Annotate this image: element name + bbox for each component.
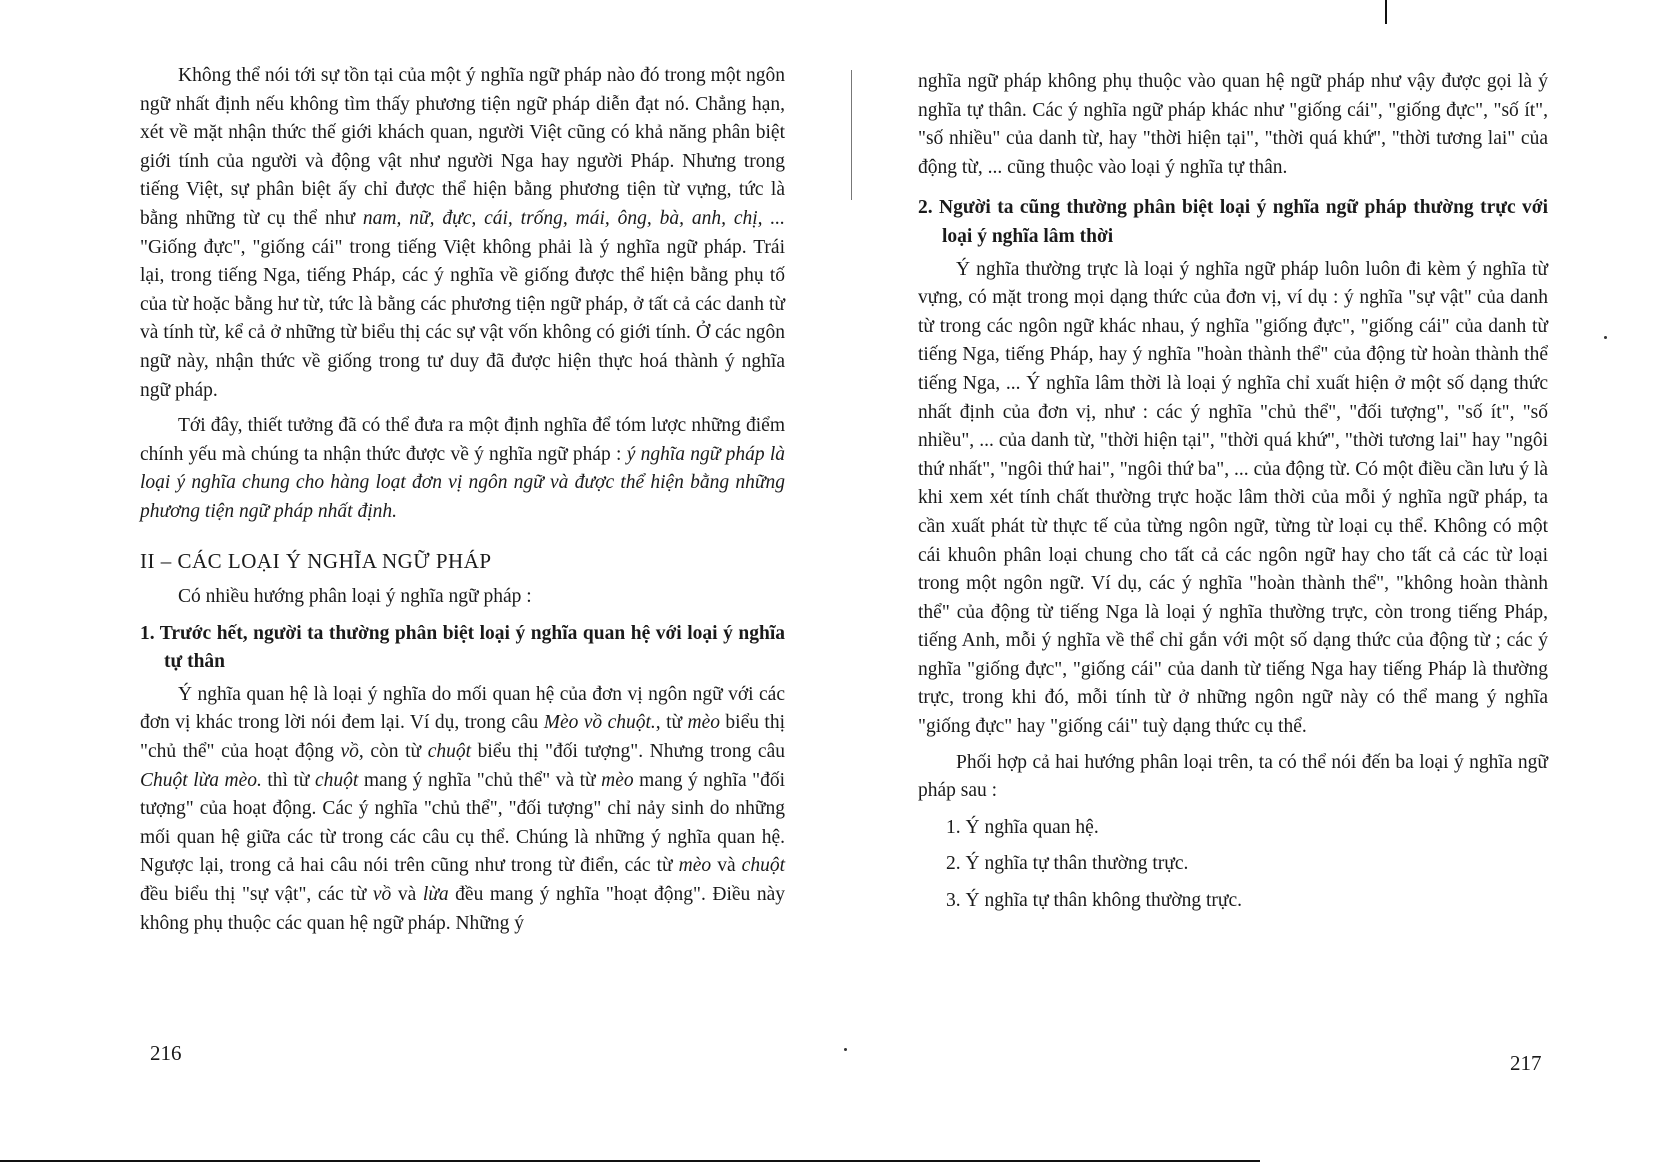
text-run: , từ — [655, 712, 688, 734]
definition-text: ý nghĩa ngữ pháp là loại ý nghĩa chung cho hàng loạt đơn vị ngôn ngữ và được thể hiện bằng những phương tiện ngữ pháp nhất định. — [140, 443, 785, 522]
example-word: chuột — [427, 741, 472, 763]
text-run: và — [711, 855, 742, 877]
example-word: mèo — [678, 855, 712, 877]
example-sentence: Chuột lừa mèo. — [140, 769, 262, 791]
example-word: mèo — [601, 769, 634, 791]
gutter-shadow — [851, 70, 852, 200]
top-edge-mark — [1385, 0, 1387, 24]
example-word: lừa — [422, 884, 449, 906]
example-word: chuột — [315, 769, 359, 791]
paragraph — [140, 681, 785, 938]
definition-lead: Tới đây, thiết tưởng đã có thể đưa ra một định nghĩa để tóm lược những điểm chính yếu mà chúng ta nhận thức được về ý nghĩa ngữ pháp : — [140, 415, 785, 465]
text-run: biểu thị "chủ thể" của hoạt động — [140, 712, 785, 763]
scan-speck — [844, 1048, 847, 1051]
subsection-heading: 2. Người ta cũng thường phân biệt loại ý nghĩa ngữ pháp thường trực với loại ý nghĩa lâm thời — [918, 197, 1548, 247]
text-run: thì từ — [261, 769, 315, 791]
text-run: đều mang ý nghĩa "hoạt động". Điều này không phụ thuộc các quan hệ ngữ pháp. Những ý — [140, 884, 786, 934]
subsection-heading: 1. Trước hết, người ta thường phân biệt loại ý nghĩa quan hệ với loại ý nghĩa tự thân — [140, 622, 785, 673]
list-item: 3. Ý nghĩa tự thân không thường trực. — [946, 890, 1243, 912]
list-item: 1. Ý nghĩa quan hệ. — [946, 816, 1099, 838]
text-run: biểu thị "đối tượng". Nhưng trong câu — [471, 741, 785, 763]
paragraph: Phối hợp cả hai hướng phân loại trên, ta có thể nói đến ba loại ý nghĩa ngữ pháp sau : — [918, 751, 1548, 802]
paragraph — [140, 62, 785, 405]
text-run: mang ý nghĩa "đối tượng" của hoạt động. Các ý nghĩa "chủ thể", "đối tượng" chỉ nảy sinh do những mối quan hệ giữa các từ trong các câu cụ thể. Chúng là những ý nghĩa quan hệ. Ngược lại, trong cả hai câu nói trên cũng như trong từ điển, các từ — [140, 769, 785, 877]
example-sentence: Mèo vồ chuột. — [543, 712, 656, 734]
page-number-left: 216 — [150, 1041, 182, 1065]
example-word: vồ — [372, 884, 392, 906]
paragraph: Ý nghĩa thường trực là loại ý nghĩa ngữ pháp luôn luôn đi kèm ý nghĩa từ vựng, có mặt trong mọi dạng thức của đơn vị, ví dụ : ý nghĩa "sự vật" của danh từ trong các ngôn ngữ khác nhau, ý nghĩa "giống đực", "giống cái" của danh từ tiếng Nga, tiếng Pháp, hay ý nghĩa "hoàn thành thể" của động từ hoàn thành thể tiếng Nga, ... Ý nghĩa lâm thời là loại ý nghĩa chỉ xuất hiện ở một số dạng thức nhất định của đơn vị, như : các ý nghĩa "chủ thể", "đối tượng", "số ít", "số nhiều", ... của danh từ, "thời hiện tại", "thời quá khứ", "thời tương lai" hay "ngôi thứ nhất", "ngôi thứ hai", "ngôi thứ ba", ... của động từ. Có một điều cần lưu ý là khi xem xét tính chất thường trực hoặc lâm thời của mỗi ý nghĩa ngữ pháp, ta cần xuất phát từ thực tế của từng ngôn ngữ, từng từ loại cụ thể. Không có một cái khuôn phân loại chung cho tất cả các ngôn ngữ hay cho tất cả các từ loại trong một ngôn ngữ. Ví dụ, các ý nghĩa "hoàn thành thể", "không hoàn thành thể" của động từ tiếng Nga là loại ý nghĩa thường trực, còn trong tiếng Pháp, tiếng Anh, mỗi ý nghĩa về thể chỉ gắn với một số dạng thức của động từ ; các ý nghĩa "giống đực", "giống cái" của danh từ tiếng Nga hay tiếng Pháp là thường trực, trong khi đó, mỗi tính từ ở những ngôn ngữ này có thể mang ý nghĩa "giống đực" hay "giống cái" tuỳ dạng thức cụ thể. — [918, 258, 1548, 738]
example-word: mèo — [687, 712, 720, 734]
left-page — [140, 62, 785, 938]
continuation-paragraph: nghĩa ngữ pháp không phụ thuộc vào quan hệ ngữ pháp như vậy được gọi là ý nghĩa tự thân. Các ý nghĩa ngữ pháp khác như "giống cái", "giống đực", "số ít", "số nhiều" của danh từ, hay "thời hiện tại", "thời quá khứ", "thời tương lai" của động từ, ... cũng thuộc vào loại ý nghĩa tự thân. — [918, 71, 1548, 178]
text-run: đều biểu thị "sự vật", các từ — [140, 884, 373, 906]
page-number-right: 217 — [1510, 1051, 1542, 1075]
paragraph-text: Không thể nói tới sự tồn tại của một ý nghĩa ngữ pháp nào đó trong một ngôn ngữ nhất định nếu không tìm thấy phương tiện ngữ pháp diễn đạt nó. Chẳng hạn, xét về mặt nhận thức thế giới khách quan, người Việt cũng có khả năng phân biệt giới tính của người và động vật như người Nga hay người Pháp. Nhưng trong tiếng Việt, sự phân biệt ấy chỉ được thể hiện bằng phương tiện từ vựng, tức là bằng những từ cụ thể như — [140, 65, 785, 229]
example-word: chuột — [741, 855, 785, 877]
right-page — [918, 68, 1548, 916]
bottom-edge-rule — [0, 1160, 1260, 1162]
definition-paragraph — [140, 412, 785, 526]
paragraph-text: "Giống đực", "giống cái" trong tiếng Việt không phải là ý nghĩa ngữ pháp. Trái lại, trong tiếng Nga, tiếng Pháp, các ý nghĩa về giống được thể hiện bằng phụ tố của từ hoặc bằng hư từ, tức là bằng các phương tiện ngữ pháp, ở tất cả các danh từ và tính từ, kể cả ở những từ biểu thị các sự vật vốn không có giới tính. Ở các ngôn ngữ này, nhận thức về giống trong tư duy đã được hiện thực hoá thành ý nghĩa ngữ pháp. — [140, 236, 785, 401]
example-word: vồ — [340, 741, 359, 763]
list-item: 2. Ý nghĩa tự thân thường trực. — [946, 853, 1189, 875]
scan-speck — [1604, 336, 1607, 339]
text-run: mang ý nghĩa "chủ thể" và từ — [358, 769, 602, 791]
text-run: Ý nghĩa quan hệ là loại ý nghĩa do mối quan hệ của đơn vị ngôn ngữ với các đơn vị khác trong lời nói đem lại. Ví dụ, trong câu — [140, 683, 785, 734]
section-title: II – CÁC LOẠI Ý NGHĨA NGỮ PHÁP — [140, 548, 492, 573]
example-words: nam, nữ, đực, cái, trống, mái, ông, bà, anh, chị, ... — [362, 207, 785, 229]
text-run: , còn từ — [358, 741, 428, 763]
text-run: và — [391, 884, 423, 906]
section-intro: Có nhiều hướng phân loại ý nghĩa ngữ pháp : — [178, 586, 532, 608]
